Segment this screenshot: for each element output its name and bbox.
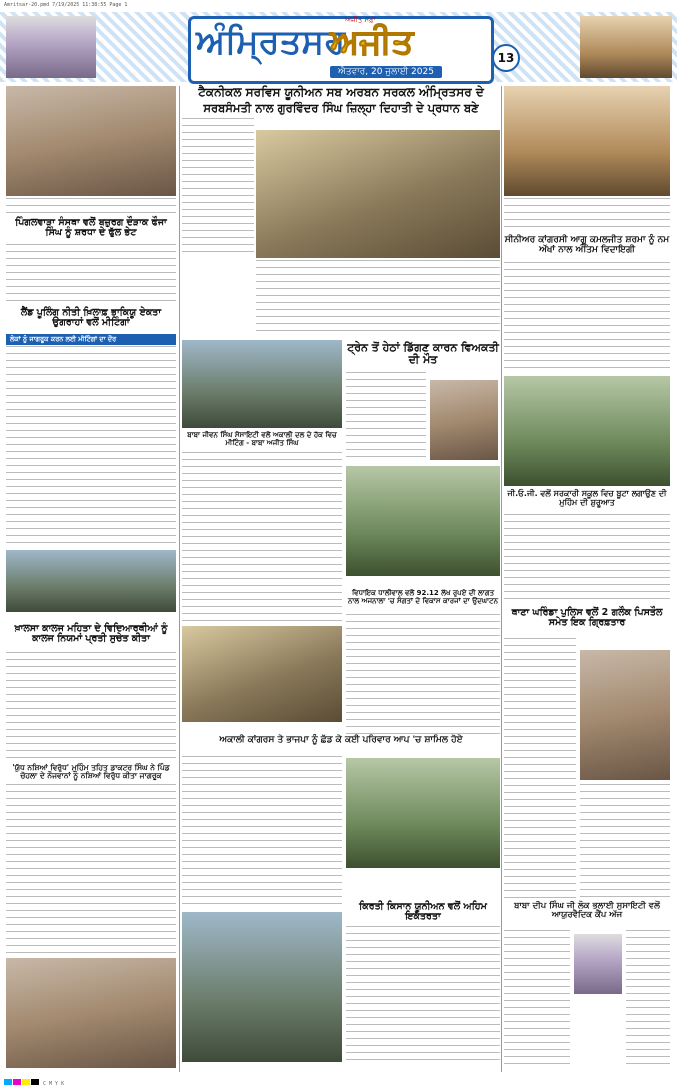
left-article-4-headline: 'ਯੁੱਧ ਨਸ਼ਿਆਂ ਵਿਰੁੱਧ' ਮੁਹਿੰਮ ਤਹਿਤ ਡਾਕਟਰ ਸਿੰਘ ਨੇ ਪਿੰਡ ਚੋਹਲਾ ਦੇ ਨੌਜਵਾਨਾਂ ਨੂੰ ਨਸ਼ਿਆਂ ਵਿਰੁੱਧ ਕੀਤਾ ਜਾਗਰੂਕ xyxy=(12,763,170,781)
page-number: 13 xyxy=(492,44,520,72)
print-slug: Amritsar-20.pmd 7/19/2025 11:38:55 Page 1 xyxy=(4,2,128,8)
logo-word-amritsar: ਅੰਮ੍ਰਿਤਸਰ xyxy=(196,22,346,62)
left-article-2-strap: ਲੋਕਾਂ ਨੂੰ ਜਾਗਰੂਕ ਕਰਨ ਲਈ ਮੀਟਿੰਗਾਂ ਦਾ ਦੌਰ xyxy=(6,334,176,345)
right-article-3-body-2 xyxy=(580,784,670,898)
left-article-3-headline: ਖ਼ਾਲਸਾ ਕਾਲਜ ਮਹਿਤਾ ਦੇ ਵਿਦਿਆਰਥੀਆਂ ਨੂੰ ਕਾਲਜ ਨਿਯਮਾਂ ਪ੍ਰਤੀ ਸੁਚੇਤ ਕੀਤਾ xyxy=(14,623,168,645)
golden-temple-image xyxy=(6,16,96,78)
left-article-4-body xyxy=(6,784,176,954)
mid-article-5-body xyxy=(346,926,500,1066)
right-photo-1 xyxy=(504,86,670,196)
print-footer xyxy=(0,1076,677,1089)
right-article-2-body xyxy=(504,514,670,604)
left-article-2-body xyxy=(6,346,176,546)
mid-photo-2 xyxy=(346,466,500,576)
mid-photo-3 xyxy=(182,626,342,722)
cmyk-label: C M Y K xyxy=(43,1081,65,1087)
left-article-1-headline: ਪਿੰਗਲਵਾੜਾ ਸੰਸਥਾ ਵਲੋਂ ਬਜ਼ੁਰਗ ਦੌੜਾਕ ਫੌਜਾ ਸਿੰਘ ਨੂੰ ਸ਼ਰਧਾ ਦੇ ਫੁੱਲ ਭੇਟ xyxy=(15,217,167,239)
mid-article-4-headline: ਅਕਾਲੀ ਕਾਂਗਰਸ ਤੇ ਭਾਜਪਾ ਨੂੰ ਛੱਡ ਕੇ ਕਈ ਪਰਿਵਾਰ ਆਪ 'ਚ ਸ਼ਾਮਿਲ ਹੋਏ xyxy=(219,735,463,745)
right-photo-2 xyxy=(504,376,670,486)
right-article-2-headline: ਜੀ.ਓ.ਜੀ. ਵਲੋਂ ਸਰਕਾਰੀ ਸਕੂਲ ਵਿਚ ਬੂਟਾ ਲਗਾਉਣ ਦੀ ਮੁਹਿੰਮ ਦੀ ਸ਼ੁਰੂਆਤ xyxy=(507,489,667,507)
right-portrait xyxy=(574,934,622,994)
mid-photo-1 xyxy=(182,340,342,428)
mid-article-3-headline: ਵਿਧਾਇਕ ਧਾਲੀਵਾਲ ਵਲੋਂ 92.12 ਲੱਖ ਰੁਪਏ ਦੀ ਲਾਗਤ ਨਾਲ ਅਜਨਾਲਾ 'ਚ ਸੰਗਤਾਂ ਦੇ ਵਿਕਾਸ ਕਾਰਜਾਂ ਦਾ ਉਦਘਾਟਨ xyxy=(348,589,498,605)
mid-article-5-headline: ਕਿਰਤੀ ਕਿਸਾਨ ਯੂਨੀਅਨ ਵਲੋਂ ਅਹਿਮ ਇਕੱਤਰਤਾ xyxy=(359,901,487,923)
mid-article-2-headline: ਟ੍ਰੇਨ ਤੋਂ ਹੇਠਾਂ ਡਿੱਗਣ ਕਾਰਨ ਵਿਅਕਤੀ ਦੀ ਮੌਤ xyxy=(347,341,499,367)
mid-photo-4 xyxy=(346,758,500,868)
mid-article-4-body xyxy=(182,756,342,906)
lead-article-body-left xyxy=(182,118,254,258)
left-photo-1 xyxy=(6,86,176,196)
left-article-2-headline: ਲੈਂਡ ਪੂਲਿੰਗ ਨੀਤੀ ਖ਼ਿਲਾਫ਼ ਭਾਕਿਯੂ ਏਕਤਾ ਉਗਰਾਹਾਂ ਵਲੋਂ ਮੀਟਿੰਗਾਂ xyxy=(20,307,162,329)
right-photo-1-caption xyxy=(504,198,670,232)
right-article-1-body xyxy=(504,262,670,372)
left-article-1-body xyxy=(6,244,176,304)
temple-tower-image xyxy=(580,16,672,78)
left-article-3-body xyxy=(6,652,176,760)
mid-article-3-body xyxy=(346,614,500,734)
right-article-3-body xyxy=(504,638,576,898)
lead-photo xyxy=(256,130,500,258)
mid-article-2-body xyxy=(346,372,426,462)
lead-headline-line1: ਟੈਕਨੀਕਲ ਸਰਵਿਸ ਯੂਨੀਅਨ ਸਬ ਅਰਬਨ ਸਰਕਲ ਅੰਮ੍ਰਿਤਸਰ ਦੇ xyxy=(198,85,484,99)
mid-article-1-headline: ਬਾਬਾ ਜੀਵਨ ਸਿੰਘ ਸੋਸਾਇਟੀ ਵਲੋਂ ਅਕਾਲੀ ਦਲ ਦੇ ਹੱਕ ਵਿਚ ਮੀਟਿੰਗ - ਬਾਬਾ ਅਜੀਤ ਸਿੰਘ xyxy=(187,431,337,447)
logo-word-ajit: ਅਜੀਤ xyxy=(330,22,414,62)
lead-article-body xyxy=(256,260,500,336)
lead-headline-line2: ਸਰਬਸੰਮਤੀ ਨਾਲ ਗੁਰਵਿੰਦਰ ਸਿੰਘ ਜ਼ਿਲ੍ਹਾ ਦਿਹਾਤੀ ਦੇ ਪ੍ਰਧਾਨ ਬਣੇ xyxy=(203,101,479,115)
right-article-4-body-2 xyxy=(626,930,670,1066)
cmyk-swatches xyxy=(4,1081,40,1087)
right-article-3-headline: ਥਾਣਾ ਘਰਿੰਡਾ ਪੁਲਿਸ ਵਲੋਂ 2 ਗਲੌਕ ਪਿਸਤੌਲ ਸਮੇਤ ਇਕ ਗ੍ਰਿਫ਼ਤਾਰ xyxy=(511,607,663,629)
officer-portrait xyxy=(430,380,498,460)
right-photo-3 xyxy=(580,650,670,780)
left-photo-3 xyxy=(6,958,176,1068)
right-article-4-headline: ਬਾਬਾ ਦੀਪ ਸਿੰਘ ਜੀ ਲੋਕ ਭਲਾਈ ਸੁਸਾਇਟੀ ਵਲੋਂ ਆਯੁਰਵੈਦਿਕ ਕੈਂਪ ਅੱਜ xyxy=(514,901,660,921)
right-article-1-headline: ਸੀਨੀਅਰ ਕਾਂਗਰਸੀ ਆਗੂ ਕਮਲਜੀਤ ਸ਼ਰਮਾ ਨੂੰ ਨਮ ਅੱਖਾਂ ਨਾਲ ਅੰਤਿਮ ਵਿਦਾਇਗੀ xyxy=(504,235,670,255)
column-rule-right xyxy=(501,86,502,1072)
issue-date: ਐਤਵਾਰ, 20 ਜੁਲਾਈ 2025 xyxy=(330,66,442,78)
mid-article-1-body xyxy=(182,452,342,622)
mid-photo-5 xyxy=(182,912,342,1062)
right-article-4-body xyxy=(504,930,570,1066)
column-rule-left xyxy=(179,86,180,1072)
masthead-tagline: ਅਜੀਤ ਸਫ਼ਾ xyxy=(345,16,376,24)
left-photo-2 xyxy=(6,550,176,612)
left-photo-1-caption xyxy=(6,198,176,216)
